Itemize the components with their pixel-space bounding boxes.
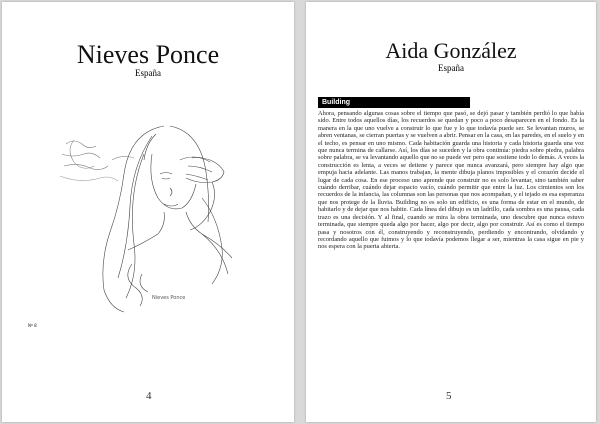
right-page	[306, 2, 596, 422]
drawing-caption: Nieves Ponce	[152, 295, 186, 301]
artist-country: España	[438, 63, 464, 73]
section-title-bar: Building	[318, 97, 470, 108]
artist-country: España	[135, 68, 161, 78]
page-number: 5	[446, 390, 452, 402]
artist-name: Aida González	[385, 38, 517, 63]
small-note: Nº 8	[28, 323, 37, 328]
portrait-drawing	[52, 114, 260, 314]
body-text: Ahora, pensando algunas cosas sobre el tiempo que pasó, se dejó pasar y también perdió lo que había sido. Entre todos aquellos días, los recuerdos se quedan y poco a poco desaparecen en el fondo. Es la manera en la que uno vuelve a construir lo que fue y lo que todavía puede ser. Se levantan muros, se abren ventanas, se cierran puertas y se vuelven a abrir. Pensar en la casa, en las paredes, en el suelo y en el techo, es pensar en uno mismo. Cada habitación guarda una historia y cada historia guarda una voz que nunca termina de callarse. Así, los días se suceden y la obra continúa: piedra sobre piedra, palabra sobre palabra, se va levantando aquello que no se puede ver pero que sostiene todo lo demás. A veces la construcción es lenta, a veces se detiene y parece que nunca avanzará, pero siempre hay algo que empuja hacia adelante. Las manos trabajan, la mente dibuja planos imposibles y el corazón decide el lugar de cada cosa. En ese proceso uno aprende que construir no es solo levantar, sino también saber cuándo derribar, cuándo dejar espacio vacío, cuándo permitir que entre la luz. Los cimientos son los recuerdos de la infancia, las columnas son las personas que nos acompañan, y el tejado es esa esperanza que nos protege de la lluvia. Building no es solo un edificio, es una forma de estar en el mundo, de habitarlo y de dejar que nos habite. Cada línea del dibujo es un ladrillo, cada sombra es una pausa, cada trazo es una decisión. Y al final, cuando se mira la obra terminada, uno descubre que nunca estuvo terminada, que siempre queda algo por hacer, algo por decir, algo por construir. Así es como el tiempo pasa y nosotros con él, construyendo y reconstruyendo, perdiendo y encontrando, olvidando y recordando aquello que fuimos y lo que todavía podemos llegar a ser, mientras la casa sigue en pie y nos espera con la puerta abierta.	[318, 110, 584, 251]
left-page	[2, 2, 294, 422]
artist-name: Nieves Ponce	[76, 40, 220, 69]
page-number: 4	[146, 390, 152, 402]
